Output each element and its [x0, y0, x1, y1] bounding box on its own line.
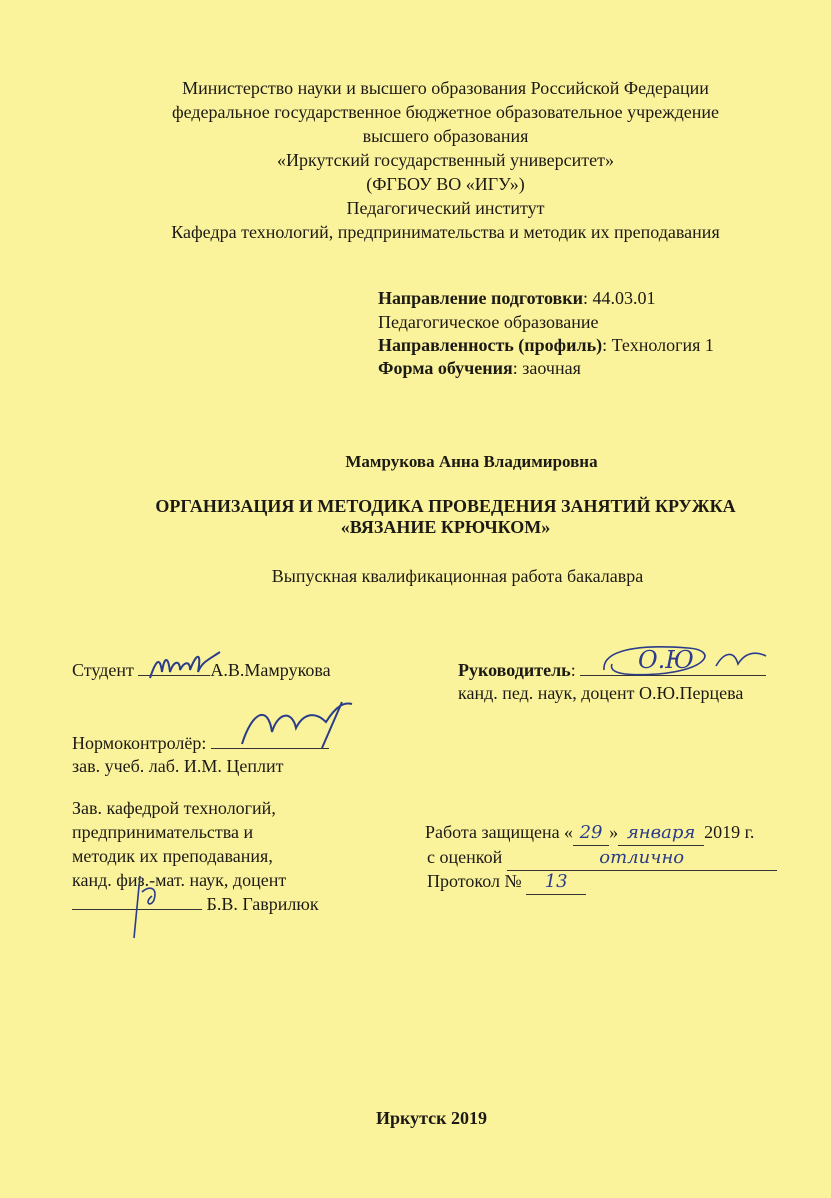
direction-row: [378, 286, 656, 310]
head-signature: [114, 872, 174, 942]
grade-value: отлично: [507, 846, 777, 871]
department-name: Кафедра технологий, предпринимательства и методик их преподавания: [171, 222, 720, 242]
direction-value-2: Педагогическое образование: [378, 312, 599, 332]
student-signature: [146, 642, 226, 684]
form-label: Форма обучения: [378, 358, 513, 378]
supervisor-label: Руководитель: [458, 660, 571, 680]
defense-month: января: [618, 821, 704, 846]
thesis-title-line-1: ОРГАНИЗАЦИЯ И МЕТОДИКА ПРОВЕДЕНИЯ ЗАНЯТИЙ КРУЖКА: [155, 496, 736, 516]
supervisor-colon: :: [570, 660, 576, 680]
education-level-line: высшего образования: [362, 126, 529, 146]
head-line-2: предпринимательства и: [72, 822, 254, 842]
defense-prefix: Работа защищена «: [425, 822, 574, 842]
protocol-label: Протокол №: [427, 871, 522, 891]
defense-row: [425, 820, 754, 846]
grade-row: [427, 845, 777, 871]
normcontrol-details: зав. учеб. лаб. И.М. Цеплит: [72, 756, 284, 776]
head-line-4: канд. физ.-мат. наук, доцент: [72, 870, 287, 890]
work-type: Выпускная квалификационная работа бакалавра: [271, 566, 644, 586]
head-name: Б.В. Гаврилюк: [206, 894, 319, 914]
protocol-number: 13: [526, 870, 586, 895]
profile-label: Направленность (профиль): [378, 335, 603, 355]
form-row: [378, 356, 581, 380]
student-label: Студент: [72, 660, 134, 680]
defense-day: 29: [573, 821, 609, 846]
head-line-1: Зав. кафедрой технологий,: [72, 798, 276, 818]
supervisor-handwritten: О.Ю: [638, 646, 694, 674]
profile-value: : Технология 1: [602, 335, 714, 355]
profile-row: [378, 333, 714, 357]
supervisor-details: канд. пед. наук, доцент О.Ю.Перцева: [458, 683, 744, 703]
normcontrol-signature: [232, 698, 362, 754]
form-value: : заочная: [512, 358, 581, 378]
defense-mid: »: [609, 822, 619, 842]
normcontrol-label: Нормоконтролёр:: [72, 733, 207, 753]
ministry-line: Министерство науки и высшего образования Российской Федерации: [182, 78, 709, 98]
student-name: А.В.Мамрукова: [210, 660, 331, 680]
institute-name: Педагогический институт: [346, 198, 545, 218]
head-name-row: [72, 891, 319, 916]
university-name: «Иркутский государственный университет»: [277, 150, 614, 170]
institution-type-line: федеральное государственное бюджетное образовательное учреждение: [171, 102, 720, 122]
author-name: Мамрукова Анна Владимировна: [345, 452, 598, 471]
protocol-row: [427, 869, 586, 895]
defense-year: 2019 г.: [704, 822, 755, 842]
supervisor-signature: [598, 640, 788, 682]
direction-value: : 44.03.01: [583, 288, 656, 308]
direction-label: Направление подготовки: [378, 288, 584, 308]
head-line-3: методик их преподавания,: [72, 846, 273, 866]
university-abbr: (ФГБОУ ВО «ИГУ»): [366, 174, 525, 194]
grade-label: с оценкой: [427, 847, 503, 867]
city-year: Иркутск 2019: [375, 1108, 488, 1128]
thesis-title-line-2: «ВЯЗАНИЕ КРЮЧКОМ»: [340, 517, 551, 537]
